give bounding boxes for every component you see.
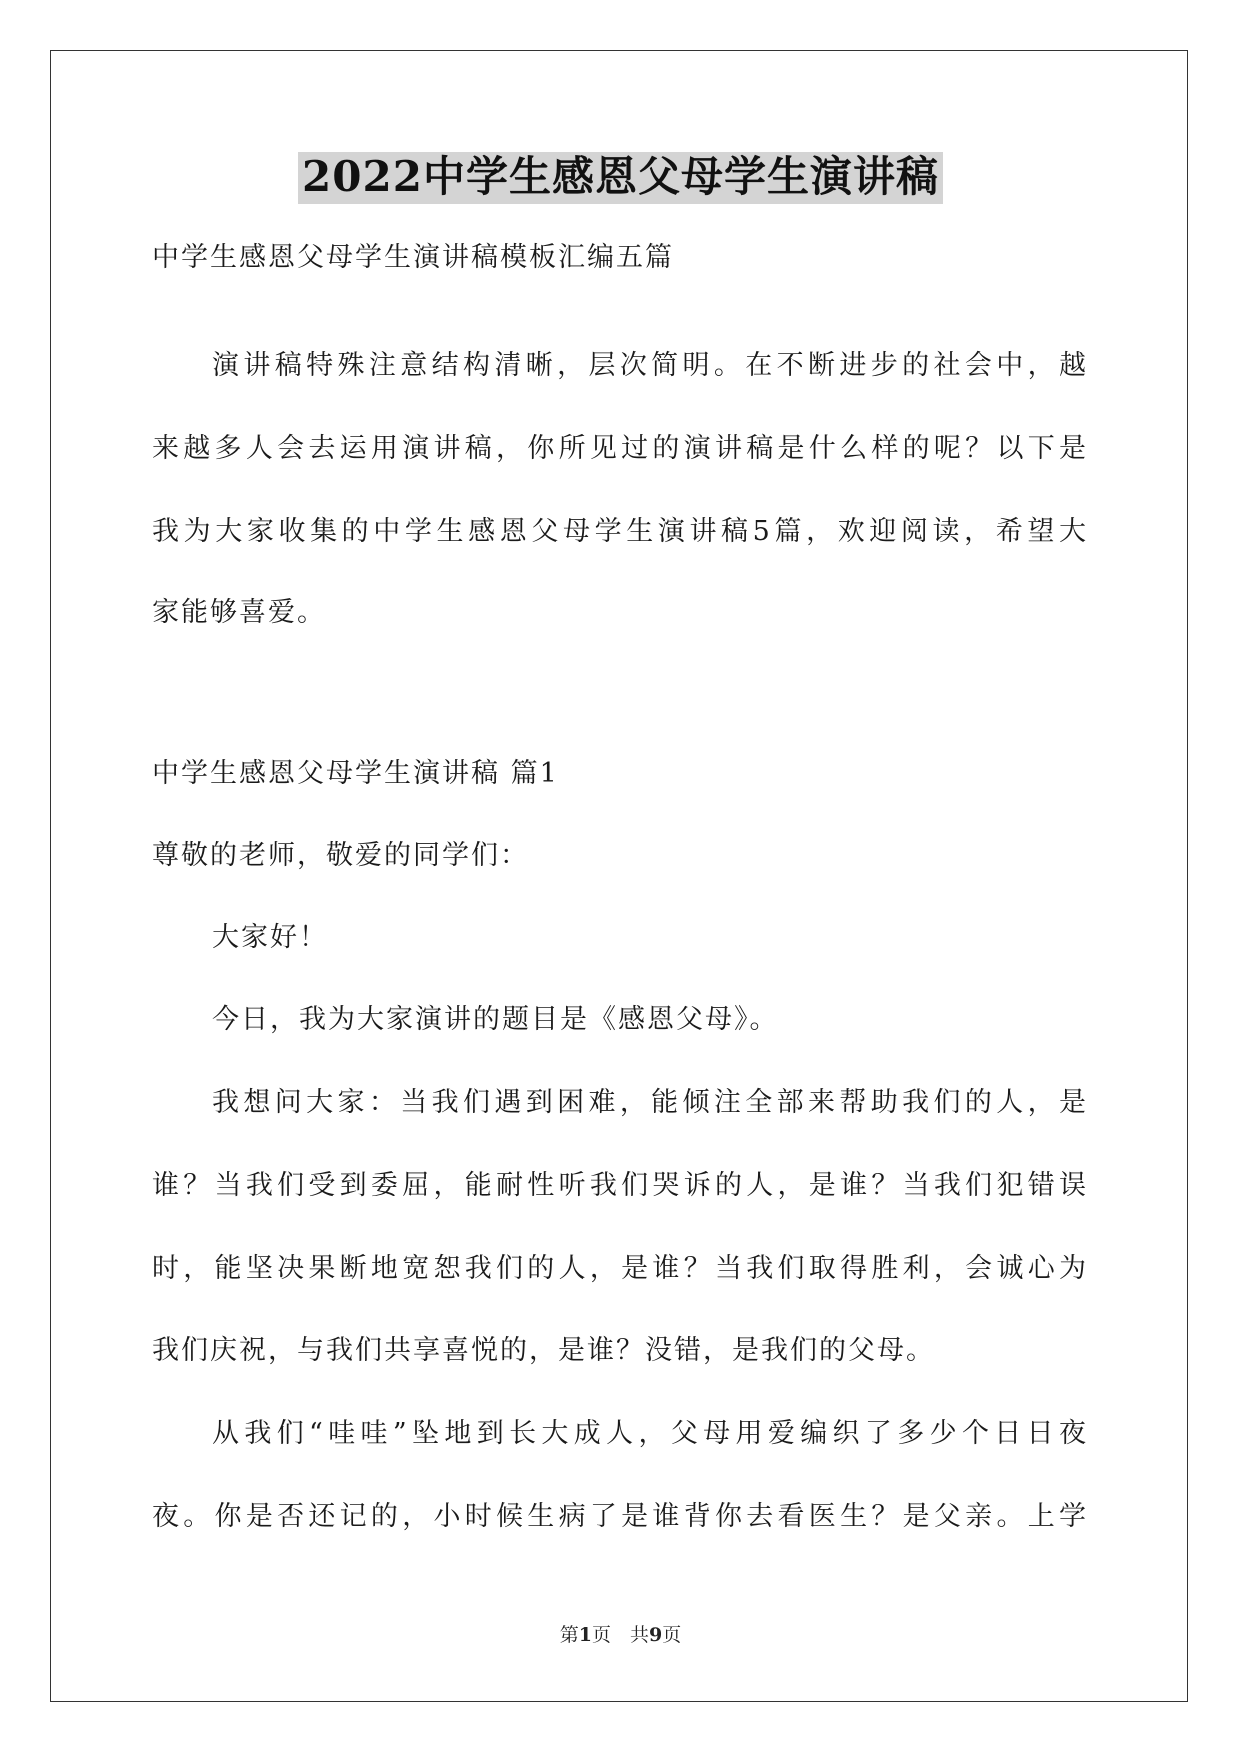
para2-line-1: 从我们“哇哇”坠地到长大成人，父母用爱编织了多少个日日夜: [212, 1418, 1088, 1449]
intro-line-4: 家能够喜爱。: [152, 597, 326, 628]
salutation: 尊敬的老师，敬爱的同学们：: [152, 840, 529, 871]
para1-line-2: 谁？当我们受到委屈，能耐性听我们哭诉的人，是谁？当我们犯错误: [152, 1170, 1088, 1201]
footer-total-pages: 9: [649, 1624, 663, 1646]
para1-line-4: 我们庆祝，与我们共享喜悦的，是谁？没错，是我们的父母。: [152, 1335, 935, 1366]
footer-prefix: 第: [559, 1624, 579, 1646]
para1-line-1: 我想问大家：当我们遇到困难，能倾注全部来帮助我们的人，是: [212, 1087, 1088, 1118]
intro-line-3: 我为大家收集的中学生感恩父母学生演讲稿5篇，欢迎阅读，希望大: [152, 516, 1088, 547]
topic-line: 今日，我为大家演讲的题目是《感恩父母》。: [212, 1004, 779, 1035]
document-title: [0, 152, 1241, 204]
footer-suffix: 页: [662, 1624, 682, 1646]
footer-page-number: 1: [578, 1624, 592, 1646]
section-heading: 中学生感恩父母学生演讲稿 篇1: [152, 758, 559, 789]
document-title-text: 2022中学生感恩父母学生演讲稿: [298, 152, 943, 204]
para2-line-2: 夜。你是否还记的，小时候生病了是谁背你去看医生？是父亲。上学: [152, 1501, 1088, 1532]
para1-line-3: 时，能坚决果断地宽恕我们的人，是谁？当我们取得胜利，会诚心为: [152, 1253, 1088, 1284]
page-border: [50, 50, 1188, 1702]
greeting: 大家好！: [212, 922, 328, 953]
document-subtitle: 中学生感恩父母学生演讲稿模板汇编五篇: [152, 242, 674, 273]
intro-line-1: 演讲稿特殊注意结构清晰，层次简明。在不断进步的社会中，越: [212, 350, 1088, 381]
footer-middle: 页 共: [591, 1624, 649, 1646]
intro-line-2: 来越多人会去运用演讲稿，你所见过的演讲稿是什么样的呢？以下是: [152, 433, 1088, 464]
page-footer: [0, 1620, 1241, 1647]
